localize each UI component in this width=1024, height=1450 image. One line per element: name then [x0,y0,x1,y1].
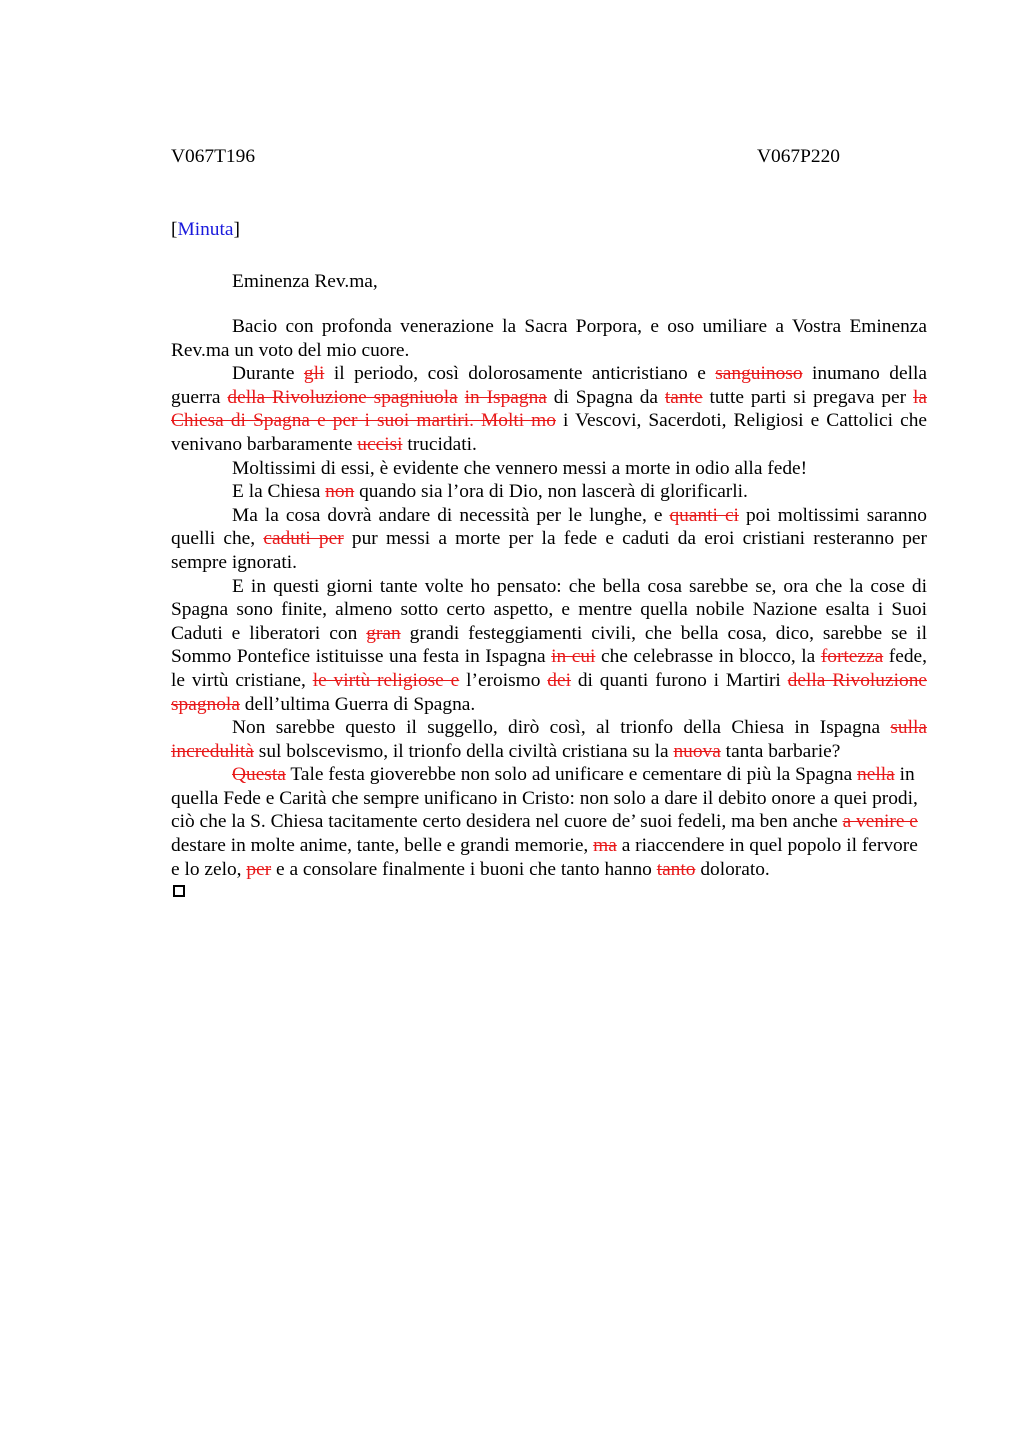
deleted-text: a venire e [842,811,918,833]
paragraph-text: Tale festa gioverebbe non solo ad unificare e cementare di più la Spagna [285,764,858,786]
paragraph-text: i Vescovi, Sacerdoti, Religiosi e Cattolici che venivano barbaramente [171,410,927,455]
deleted-text: caduti per [263,528,344,550]
letter-paragraph [171,575,927,717]
document-header [171,141,927,173]
paragraph-text: Moltissimi di essi, è evidente che vennero messi a morte in odio alla fede! [232,457,808,479]
paragraph-text: sul bolscevismo, il trionfo della civiltà cristiana su la [253,740,674,762]
letter-body [171,315,927,881]
paragraph-text: fede, le virtù cristiane, [171,646,927,691]
minuta-link[interactable]: Minuta [177,219,234,240]
letter-paragraph [171,504,927,575]
paragraph-text: poi moltissimi saranno quelli che, [171,504,928,550]
paragraph-text: dolorato. [695,858,770,880]
deleted-text: quanti ci [669,504,739,526]
deleted-text: della Rivoluzione spagniuola [227,386,458,408]
paragraph-text: Bacio con profonda venerazione la Sacra Porpora, e oso umiliare a Vostra Eminenza Rev.ma un voto del mio cuore. [171,316,927,361]
paragraph-text: Ma la cosa dovrà andare di necessità per le lunghe, e [232,504,670,526]
deleted-text: gli [303,363,325,385]
deleted-text: sulla incredulità [171,717,927,762]
deleted-text: dei [547,669,571,691]
paragraph-text: tanta barbarie? [720,740,841,762]
minuta-label [171,214,927,246]
deleted-text: ma [593,835,617,857]
letter-paragraph [171,457,927,481]
paragraph-text: che celebrasse in blocco, la [595,646,821,668]
paragraph-text: Durante [232,363,304,385]
letter-paragraph [171,480,927,504]
deleted-text: tante [664,386,703,408]
deleted-text: gran [366,622,401,644]
letter-paragraph [171,716,927,763]
paragraph-text: in quella Fede e Carità che sempre unificano in Cristo: non solo a dare il debito onore a quei prodi, ciò che la S. Chiesa tacitamente certo desidera nel cuore de’ suoi fedeli, ma ben anche [171,764,918,833]
deleted-text: fortezza [820,646,884,668]
paragraph-text: quando sia l’ora di Dio, non lascerà di glorificarli. [354,481,748,503]
document-page [171,141,927,897]
paragraph-text: e a consolare finalmente i buoni che tanto hanno [271,858,657,880]
bracket-close: ] [233,219,240,240]
letter-paragraph [171,763,927,881]
paragraph-text: inumano della guerra [171,363,927,408]
deleted-text: le virtù religiose e [312,669,460,691]
end-square-icon [173,885,185,897]
deleted-text: la Chiesa di Spagna e per i suoi martiri. Molti mo [171,386,928,432]
deleted-text: Questa [232,764,286,786]
paragraph-text: E in questi giorni tante volte ho pensato: che bella cosa sarebbe se, ora che la cose di Spagna sono finite, almeno sotto certo aspetto, e mentre quella nobile Nazione esalta i Suoi Caduti e liberatori con [171,575,927,644]
deleted-text: in Ispagna [464,386,547,408]
deleted-text: nuova [673,740,721,762]
paragraph-text: destare in molte anime, tante, belle e grandi memorie, [171,835,594,857]
deleted-text: per [246,858,272,880]
deleted-text: nella [857,764,895,786]
paragraph-text: tutte parti si pregava per [702,386,914,408]
paragraph-text: dell’ultima Guerra di Spagna. [239,693,476,715]
deleted-text: non [325,481,355,503]
deleted-text: in cui [551,646,596,668]
right-reference-code: V067P220 [757,146,840,167]
deleted-text: tanto [656,858,696,880]
deleted-text: sanguinoso [715,363,803,385]
letter-paragraph [171,315,927,362]
paragraph-text: di quanti furono i Martiri [571,669,788,691]
letter-paragraph [171,362,927,456]
paragraph-text: Non sarebbe questo il suggello, dirò così, al trionfo della Chiesa in Ispagna [232,717,891,739]
paragraph-text: trucidati. [402,433,477,455]
paragraph-text: grandi festeggiamenti civili, che bella cosa, dico, sarebbe se il Sommo Pontefice istituisse una festa in Ispagna [171,622,927,668]
paragraph-text: il periodo, così dolorosamente anticristiano e [324,363,716,385]
paragraph-text: di Spagna da [546,386,665,408]
paragraph-text: E la Chiesa [232,481,326,503]
paragraph-text: l’eroismo [459,669,548,691]
paragraph-text [458,387,465,408]
paragraph-text: pur messi a morte per la fede e caduti da eroi cristiani resteranno per sempre ignorati. [171,528,927,573]
bracket-open: [ [171,219,178,240]
paragraph-text: a riaccendere in quel popolo il fervore e lo zelo, [171,835,918,880]
left-reference-code: V067T196 [171,146,256,167]
deleted-text: uccisi [357,433,403,455]
deleted-text: della Rivoluzione spagnola [171,669,927,715]
salutation: Eminenza Rev.ma, [232,271,378,292]
